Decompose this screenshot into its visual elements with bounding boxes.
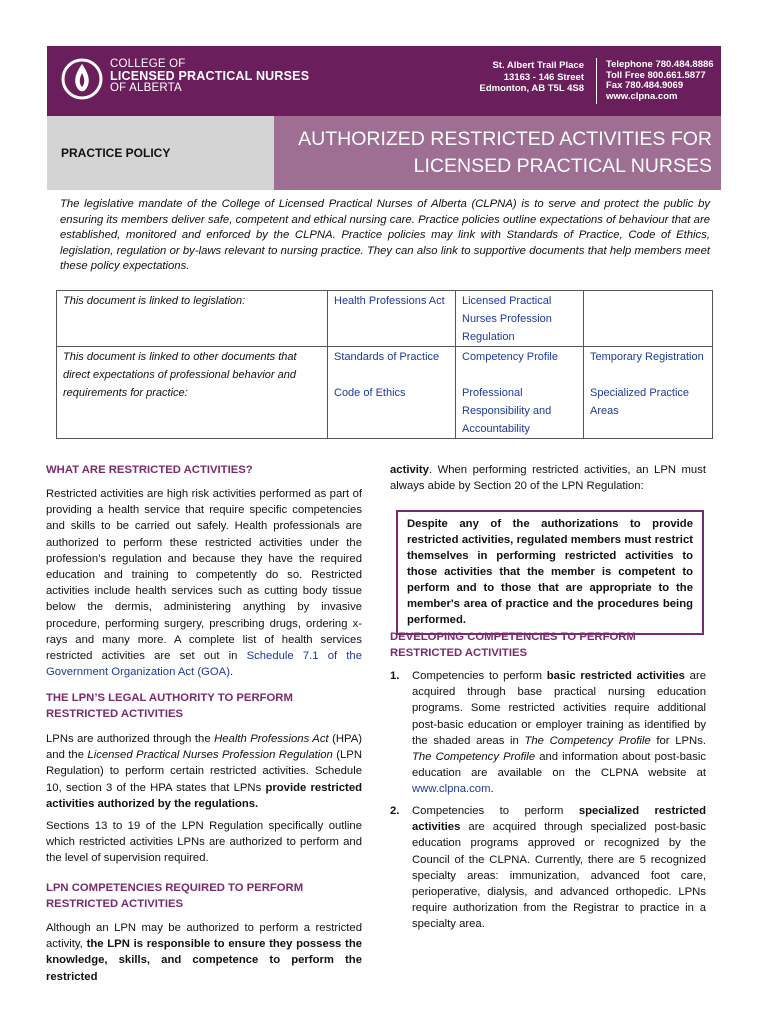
paragraph-text: Although an LPN may be authorized to perform a restricted activity, — [46, 922, 362, 951]
paragraph-text: . When performing restricted activities, an LPN must always abide by Section 20 of the LPN Regulation: — [390, 464, 706, 493]
linked-documents-table — [56, 290, 713, 439]
contact-toll-free: Toll Free 800.661.5877 — [606, 69, 706, 81]
org-name — [110, 58, 309, 94]
link-schedule-7-1-goa[interactable]: Schedule 7.1 of the Government Organization Act (GOA) — [46, 650, 362, 679]
table-row — [57, 291, 713, 347]
header-divider — [596, 58, 597, 104]
paragraph-text: Restricted activities are high risk activities performed as part of providing a health service that require specific competencies and skills to be carried out safely. Health professionals are authorized to perform these restricted activities under the profession’s regulation and because they have the required education and training to competently do so. Restricted activities include health services such as cutting body tissue below the dermis, administering anything by invasive procedure, performing surgery, prescribing drugs, ordering x-rays and many more. A complete list of health services restricted activities are set out in — [46, 488, 362, 663]
spacer — [334, 366, 449, 384]
link-specialized-practice-areas[interactable]: Specialized Practice Areas — [590, 387, 690, 417]
spacer — [590, 366, 706, 384]
table-cell — [584, 347, 713, 439]
link-clpna-website[interactable]: www.clpna.com — [412, 783, 491, 796]
section-heading-legal-authority: THE LPN’S LEGAL AUTHORITY TO PERFORM RESTRICTED ACTIVITIES — [46, 692, 293, 720]
lpn-regulation-title: Licensed Practical Nurses Profession Regulation — [87, 749, 333, 762]
org-contact — [606, 60, 714, 102]
address-line1: St. Albert Trail Place — [492, 60, 584, 71]
table-cell — [328, 291, 456, 347]
section-heading-what-are-restricted-activities: WHAT ARE RESTRICTED ACTIVITIES? — [46, 464, 253, 476]
link-lpn-profession-regulation[interactable]: Licensed Practical Nurses Profession Regulation — [462, 295, 552, 343]
table-cell — [328, 347, 456, 439]
table-row — [57, 347, 713, 439]
list-text: are acquired through base practical nursing education programs. Some restricted activities require additional post-basic education or employer training as identified by the shaded areas in — [412, 670, 706, 747]
page-title-line1: AUTHORIZED RESTRICTED ACTIVITIES FOR — [298, 128, 712, 150]
hpa-title: Health Professions Act — [214, 733, 329, 745]
org-address — [470, 60, 584, 95]
paragraph-emphasis: the LPN is responsible to ensure they possess the knowledge, skills, and competence to perform the restricted — [46, 938, 362, 983]
table-cell-label: This document is linked to legislation: — [57, 291, 328, 347]
section-heading-developing-competencies: DEVELOPING COMPETENCIES TO PERFORM RESTRICTED ACTIVITIES — [390, 631, 636, 659]
policy-label: PRACTICE POLICY — [61, 146, 171, 160]
org-name-line3: OF ALBERTA — [110, 82, 182, 94]
clpna-logo-icon — [60, 56, 104, 102]
section-heading-lpn-competencies: LPN COMPETENCIES REQUIRED TO PERFORM RESTRICTED ACTIVITIES — [46, 882, 304, 910]
table-cell-label: This document is linked to other documents that direct expectations of professional behavior and requirements for practice: — [57, 347, 328, 439]
competency-profile-title: The Competency Profile — [524, 734, 651, 747]
list-text: . — [490, 783, 494, 796]
paragraph-emphasis: activity — [390, 464, 429, 476]
intro-paragraph: The legislative mandate of the College of Licensed Practical Nurses of Alberta (CLPNA) is to serve and protect the public by ensuring its members deliver safe, competent and ethical nursing care. Practice policies outline expectations of behaviour that are established, monitored and enforced by the CLPNA. Practice policies may link with Standards of Practice, Code of Ethics, legislation, regulation or by-laws relevant to nursing practice. They can also link to supportive documents that help members meet these policy expectations. — [60, 198, 710, 273]
paragraph-legal-authority — [46, 731, 362, 812]
page-title — [280, 126, 712, 180]
table-cell — [456, 291, 584, 347]
table-cell — [456, 347, 584, 439]
address-line2: 13163 - 146 Street — [503, 71, 584, 83]
contact-fax: Fax 780.484.9069 — [606, 80, 684, 91]
link-competency-profile[interactable]: Competency Profile — [462, 351, 558, 363]
link-standards-of-practice[interactable]: Standards of Practice — [334, 351, 440, 363]
paragraph-text: LPNs are authorized through the — [46, 733, 215, 745]
list-emphasis: specialized restricted activities — [412, 805, 706, 834]
paragraph-text: (LPN Regulation) to perform certain restricted activities. Schedule 10, section 3 of the HPA states that LPNs — [46, 749, 362, 794]
list-text: Competencies to perform — [412, 670, 547, 682]
section-20-callout: Despite any of the authorizations to provide restricted activities, regulated members must restrict themselves in performing restricted activities to those activities that the member is competent to perform and to those that are appropriate to the member's area of practice and the procedures being performed. — [396, 510, 704, 635]
org-name-line2: LICENSED PRACTICAL NURSES — [110, 69, 310, 83]
paragraph-text: . — [229, 666, 234, 679]
paragraph-lpn-regulation-sections: Sections 13 to 19 of the LPN Regulation specifically outline which restricted activities LPNs are authorized to perform and the level of supervision required. — [46, 820, 362, 865]
address-line3: Edmonton, AB T5L 4S8 — [479, 83, 584, 94]
spacer — [462, 366, 577, 384]
paragraph-restricted-activities — [46, 486, 362, 680]
list-emphasis: basic restricted activities — [546, 670, 685, 682]
list-item-number: 1. — [390, 670, 400, 682]
paragraph-emphasis: provide restricted activities authorized by the regulations. — [46, 781, 362, 810]
contact-website[interactable]: www.clpna.com — [606, 90, 678, 102]
list-item-number: 2. — [390, 805, 400, 817]
list-text: and information about post-basic education are available on the CLPNA website at — [412, 751, 706, 780]
table-cell-empty — [584, 291, 713, 347]
contact-phone: Telephone 780.484.8886 — [606, 59, 714, 70]
list-text: Competencies to perform — [412, 805, 579, 817]
paragraph-text: (HPA) and the — [46, 733, 363, 762]
competency-profile-title: The Competency Profile — [412, 751, 536, 764]
link-professional-responsibility[interactable]: Professional Responsibility and Accountability — [462, 387, 552, 435]
paragraph-lpn-competencies — [46, 920, 362, 985]
paragraph-continuation — [390, 462, 706, 494]
list-text: are acquired through specialized post-basic education programs approved or recognized by the Council of the CLPNA. Currently, there are 5 recognized specialty areas: immunization, advanced foot care, perioperative, dialysis, and advanced orthopedic. LPNs require authorization from the Registrar to practice in a specialty area. — [412, 821, 706, 931]
list-item-basic-restricted-activities — [412, 668, 706, 798]
link-temporary-registration[interactable]: Temporary Registration — [590, 351, 704, 363]
org-name-line1: COLLEGE OF — [110, 58, 186, 70]
page-title-line2: LICENSED PRACTICAL NURSES — [413, 155, 712, 177]
list-item-specialized-restricted-activities — [412, 803, 706, 933]
link-health-professions-act[interactable]: Health Professions Act — [334, 295, 445, 307]
link-code-of-ethics[interactable]: Code of Ethics — [334, 387, 406, 399]
list-text: for LPNs. — [650, 734, 706, 747]
